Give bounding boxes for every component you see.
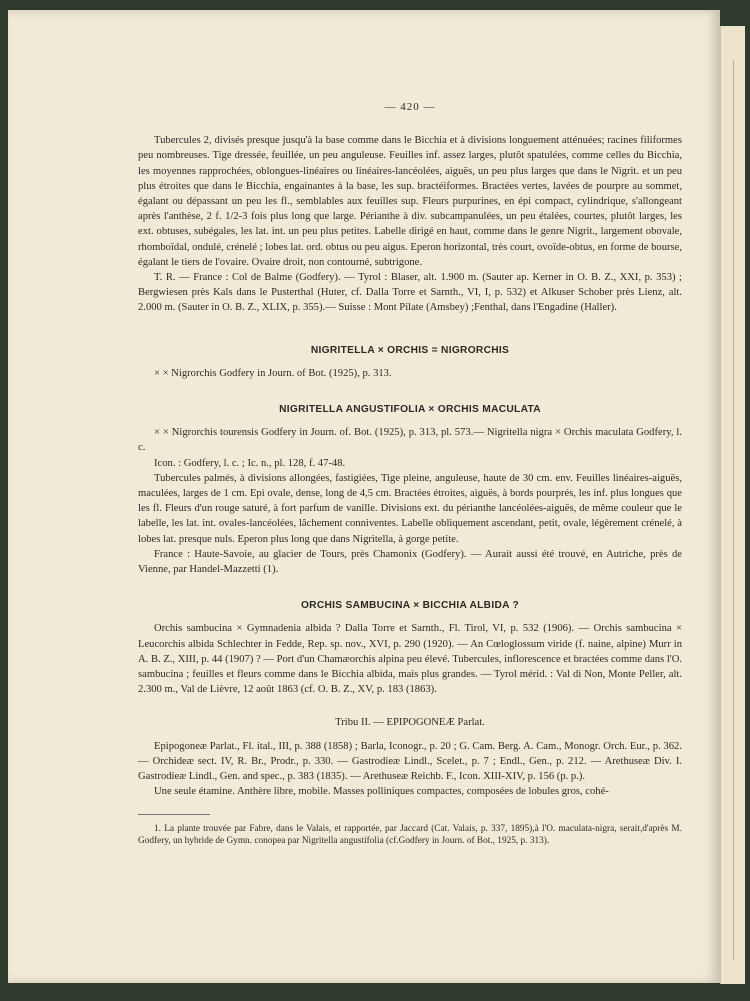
footnote-rule	[138, 814, 210, 815]
paragraph-icon: Icon. : Godfery, l. c. ; Ic. n., pl. 128, f. 47-48.	[154, 457, 346, 469]
paragraph-sambucina: Orchis sambucina × Gymnadenia albida ? Dalla Torre et Sarnth., Fl. Tirol, VI, p. 532 (1906). — Orchis sambucina × Leucorchis albida Schlechter in Fedde, Rep. sp. nov., XVI, p. 290 (1920). — An Cœloglossum viride (f. naine, alpine) Murr in A. B. Z., XIII, p. 44 (1907) ? — Port d'un Chamæorchis alpina peu élevé. Tubercules, inflorescence et bractées comme dans l'O. sambucina ; feuilles et fleurs comme dans le Bicchia albida, mais plus grandes. — Tyrol mérid. : Val di Non, Monte Peller, alt. 2.300 m., Val de Lièvre, 12 août 1863 (cf. O. B. Z., XV, p. 183 (1863).	[138, 623, 682, 696]
section-heading-sambucina-albida: ORCHIS SAMBUCINA × BICCHIA ALBIDA ?	[300, 600, 520, 612]
paragraph-tubercules: Tubercules palmés, à divisions allongées, fastigiées, Tige pleine, anguleuse, haute de 30 cm. env. Feuilles linéaires-aiguës, maculées, larges de 1 cm. Epi ovale, dense, long de 4,5 cm. Bractées étroites, aiguës, à bords pourprés, les inf. plus longues que les fl. Fleurs d'un rouge saturé, à fort parfum de vanille. Divisions ext. du périanthe lancéolées-aiguës, de même couleur que le labelle, les lat. int. ovales-lancéolées, lâchement conniventes. Labelle obliquement ascendant, petit, ovale, légèrement crénelé, à lobes lat. presque nuls. Eperon plus long que dans Nigritella, à gorge petite.	[138, 472, 682, 545]
footnote: 1. La plante trouvée par Fabre, dans le Valais, et rapportée, par Jaccard (Cat. Valais, p. 337, 1895),à l'O. maculata-nigra, serait,d'après M. Godfery, un hybride de Gymn. conopea par Nigritella angustifolia (cf.Godfery in Journ. of Bot., 1925, p. 313).	[138, 823, 682, 846]
paragraph-france: France : Haute-Savoie, au glacier de Tours, près Chamonix (Godfery). — Aurait aussi été trouvé, en Autriche, près de Vienne, par Handel-Mazzetti (1).	[138, 548, 682, 576]
paragraph-etamine: Une seule étamine. Anthère libre, mobile. Masses polliniques compactes, composées de lobules gros, cohé-	[154, 786, 609, 798]
paragraph-localities: T. R. — France : Col de Balme (Godfery). — Tyrol : Blaser, alt. 1.900 m. (Sauter ap. Kerner in O. B. Z., XXI, p. 353) ; Bergwiesen près Kals dans le Pusterthal (Huter, cf. Dalla Torre et Sarnth., VI, I, p. 532) et Alkuser Schober près Lienz, alt. 2.000 m. (Sauter in O. B. Z., XLIX, p. 355).— Suisse : Mont Pilate (Amsbey) ;Fenthal, dans l'Engadine (Haller).	[138, 272, 682, 314]
page-edge-line	[733, 60, 734, 960]
section-heading-angustifolia-maculata: NIGRITELLA ANGUSTIFOLIA × ORCHIS MACULATA	[279, 404, 541, 416]
paragraph-description: Tubercules 2, divisés presque jusqu'à la base comme dans le Bicchia et à divisions longuement atténuées; racines filiformes peu nombreuses. Tige dressée, feuillée, un peu anguleuse. Feuilles inf. assez larges, plutôt spatulées, comme celles du Bicchia, les moyennes rapprochées, oblongues-linéaires ou linéaires-lancéolées, aiguës, un peu plus larges que dans le Nigrit. et un peu plus étroites que dans le Bicchia, engainantes à la base, les sup. bractéiformes. Bractées vertes, lavées de pourpre au sommet, égalant ou dépassant un peu les fl., semblables aux feuilles sup. Fleurs purpurines, en épi compact, cylindrique, s'allongeant après l'anthèse, 2 f. 1/2-3 fois plus long que large. Périanthe à div. subcampanulées, un peu étalées, courtes, plutôt larges, les ext. obtuses, subégales, les lat. int. un peu plus petites. Labelle dirigé en haut, comme dans le genre Nigrit., largement obovale, rhomboïdal, ondulé, crénelé ; lobes lat. ord. obtus ou peu aigus. Eperon horizontal, très court, ovoïde-obtus, en forme de bourse, égalant le tiers de l'ovaire. Ovaire droit, non contourné, subtrigone.	[138, 135, 682, 268]
paragraph-epipogoneae: Epipogoneæ Parlat., Fl. ital., III, p. 388 (1858) ; Barla, Iconogr., p. 20 ; G. Cam. Berg. A. Cam., Monogr. Orch. Eur., p. 362. — Orchideæ sect. IV, R. Br., Prodr., p. 330. — Gastrodieæ Lindl., Scelet., p. 7 ; Endl., Gen., p. 212. — Arethuseæ Div. I. Gastrodieæ Lindl., Gen. and spec., p. 383 (1835). — Arethuseæ Reichb. F., Icon. XIII-XIV, p. 156 (p. p.).	[138, 740, 682, 783]
page-number: — 420 —	[384, 101, 436, 113]
paragraph-synonymy: × × Nigrorchis tourensis Godfery in Journ. of. Bot. (1925), p. 313, pl. 573.— Nigritella nigra × Orchis maculata Godfery, l. c.	[138, 427, 682, 454]
page-content	[138, 100, 682, 847]
tribe-heading: Tribu II. — EPIPOGONEÆ Parlat.	[335, 716, 485, 728]
paragraph-nigrorchis-ref: × × Nigrorchis Godfery in Journ. of Bot. (1925), p. 313.	[154, 367, 392, 379]
section-heading-nigrorchis: NIGRITELLA × ORCHIS = NIGRORCHIS	[310, 344, 510, 356]
